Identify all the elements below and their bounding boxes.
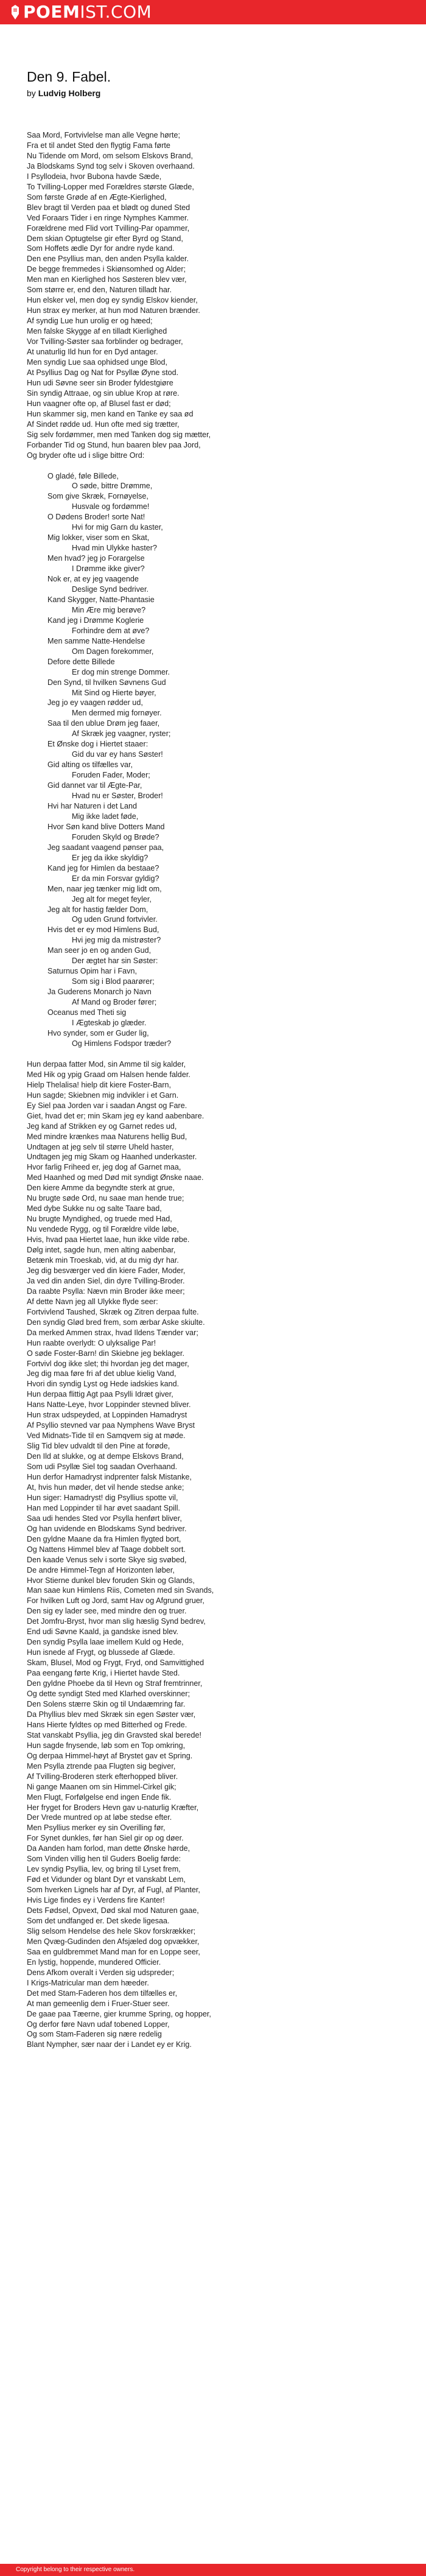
poem-line: Med mindre krænkes maa Naturens hellig Bud, xyxy=(27,1132,187,1141)
poem-line: Min Ære mig berøve? xyxy=(72,605,146,614)
byline xyxy=(27,88,404,99)
poem-line: Og derfor føre Navn udaf tobened Lopper, xyxy=(27,2020,170,2029)
poem-line: Nu brugte søde Ord, nu saae man hende true; xyxy=(27,1194,184,1203)
poem-line: Hun derpaa flittig Agt paa Psylli Idræt giver, xyxy=(27,1390,173,1399)
poem-line: Den Ild at slukke, og at dempe Elskovs Brand, xyxy=(27,1452,184,1461)
poem-line: Lev syndig Psyllia, lev, og bring til Lyset frem, xyxy=(27,1865,181,1874)
poem-line: Fortvivlend Taushed, Skræk og Zitren derpaa fulte. xyxy=(27,1307,199,1316)
poem-line: Med dybe Sukke nu og salte Taare bad, xyxy=(27,1204,162,1213)
poem-line: Da Phyllius blev med Skræk sin egen Søster vær, xyxy=(27,1710,196,1719)
poem-line: Som det undfanged er. Det skede ligesaa. xyxy=(27,1916,170,1925)
poem-line: Men man en Kierlighed hos Søsteren blev vær, xyxy=(27,275,187,284)
poem-stanza xyxy=(27,1059,404,2051)
poem-line: Hvor Stierne dunkel blev foruden Skin og Glands, xyxy=(27,1576,195,1585)
poem-line: Fød et Vidunder og blant Dyr et vanskabt Lem, xyxy=(27,1875,186,1884)
poem-line: Som give Skræk, Fornøyelse, xyxy=(47,492,148,501)
poem-line: Af Psyllio stevned var paa Nymphens Wave Bryst xyxy=(27,1421,195,1430)
poem-line: Hvis det er ey mod Himlens Bud, xyxy=(47,925,159,935)
poem-line: Oceanus med Theti sig xyxy=(47,1008,127,1017)
poem-line: Hvis, hvad paa Hiertet laae, hun ikke vilde røbe. xyxy=(27,1235,190,1244)
poem-line: Og uden Grund fortvivler. xyxy=(72,915,158,924)
poem-line: Kand jeg for Himlen da bestaae? xyxy=(47,863,159,872)
poem-line: Mig ikke ladet føde, xyxy=(72,812,139,821)
poem-line: Nu Tidende om Mord, om selsom Elskovs Brand, xyxy=(27,151,193,160)
site-footer xyxy=(0,2564,426,2576)
copyright-text: Copyright belong to their respective owners. xyxy=(16,2566,135,2573)
poem-line: Er dog min strenge Dommer. xyxy=(72,667,170,676)
poem-line: Men Qvæg-Gudinden den Afsjæled dog opvækker, xyxy=(27,1937,200,1946)
poem-line: Skam, Blusel, Mod og Frygt, Fryd, ond Samvittighed xyxy=(27,1658,204,1668)
logo-suffix: IST.COM xyxy=(80,2,152,22)
poem-line: Det med Stam-Faderen hos dem tilfælles er, xyxy=(27,1988,178,1998)
poem-line: Som første Grøde af en Ægte-Kierlighed, xyxy=(27,192,167,202)
poem-line: Hvis Lige findes ey i Verdens fire Kanter! xyxy=(27,1896,165,1905)
poem-line: Den Solens stærre Skin og til Undaæmring far. xyxy=(27,1699,186,1708)
poem-line: Slig selsom Hendelse des hele Skov forskrækker; xyxy=(27,1926,196,1936)
poem-line: Jeg kand af Strikken ey og Garnet redes ud, xyxy=(27,1121,177,1131)
logo-icon xyxy=(11,5,19,19)
poem-line: Men dermed mig fornøyer. xyxy=(72,709,162,718)
poem-line: Og dette syndigt Sted med Klarhed overskinner; xyxy=(27,1690,190,1699)
poem-line: Om Dagen forekommer, xyxy=(72,647,154,656)
poem-line: Det Jomfru-Bryst, hvor man slig hæslig Synd bedrev, xyxy=(27,1617,206,1626)
poem-line: Den kaade Venus selv i sorte Skye sig svøbed, xyxy=(27,1555,187,1564)
poem-line: Nok er, at ey jeg vaagende xyxy=(47,575,139,584)
poem-line: Som sig i Blod paarører; xyxy=(72,977,155,986)
poem-line: Som større er, end den, Naturen tilladt har. xyxy=(27,286,172,295)
poem-line: Hun isnede af Frygt, og blussede af Glæde. xyxy=(27,1648,175,1657)
poem-line: Nu vendede Rygg, og til Forældre vilde løbe, xyxy=(27,1225,179,1234)
poem-line: Som udi Psyllæ Siel tog saadan Overhaand. xyxy=(27,1462,178,1472)
poem-line: Hun strax ey merker, at hun mod Naturen brænder. xyxy=(27,306,200,315)
poem-line: At Psyllius Dag og Nat for Psyllæ Øyne stod. xyxy=(27,368,179,377)
poem-line: Ja ved din anden Siel, din dyre Tvilling-Broder. xyxy=(27,1276,185,1285)
poem-line: Gid alting os tilfælles var, xyxy=(47,760,133,770)
poem-line: Hun derfor Hamadryst indprenter falsk Mistanke, xyxy=(27,1473,192,1481)
poem-line: Giet, hvad det er; min Skam jeg ey kand aabenbare. xyxy=(27,1111,204,1120)
poem-line: Foruden Fader, Moder; xyxy=(72,771,150,780)
poem-line: De gaae paa Tæerne, gier krumme Spring, og hopper, xyxy=(27,2009,211,2018)
poem-line: End udi Søvne Kaald, ja gandske isned blev. xyxy=(27,1627,179,1637)
poem-line: Betænk min Troeskab, vid, at du mig dyr har. xyxy=(27,1255,179,1265)
poem-line: Man seer jo en og anden Gud, xyxy=(47,946,152,955)
poem-line: Hvi jeg mig da mistrøster? xyxy=(72,936,161,945)
poem-line: At man gemeenlig dem i Fruer-Stuer seer. xyxy=(27,1999,170,2008)
poem-line: Men Psylla ztrende paa Flugten sig begiver, xyxy=(27,1761,176,1771)
poem-line: Mit Sind og Hierte bøyer, xyxy=(72,688,156,697)
poem-line: Dem skian Optugtelse gir efter Byrd og Stand, xyxy=(27,234,183,243)
poem-line: Slig Tid blev udvaldt til den Pine at forøde, xyxy=(27,1442,170,1451)
poem-line: I Krigs-Matricular man dem hæeder. xyxy=(27,1978,149,1987)
poem-line: Den kiere Amme da begyndte sterk at grue, xyxy=(27,1184,175,1193)
poem-line: Blant Nympher, sær naar der i Landet ey er Krig. xyxy=(27,2040,192,2049)
poem-line: Ey Siel paa Jorden var i saadan Angst og Fare. xyxy=(27,1101,187,1110)
poem-line: Er da min Forsvar gyldig? xyxy=(72,874,159,883)
poem-line: Mig lokker, viser som en Skat, xyxy=(47,533,150,542)
poem-line: Hun siger: Hamadryst! dig Psyllius spotte vil, xyxy=(27,1493,178,1502)
poem-line: Og som Stam-Faderen sig nære redelig xyxy=(27,2030,162,2039)
poem-line: Saa til den ublue Drøm jeg faaer, xyxy=(47,719,160,728)
poem-line: Den ene Psyllius man, den anden Psylla kalder. xyxy=(27,254,189,264)
poem-line: Som Vinden villig hen til Guders Boelig førde: xyxy=(27,1855,181,1864)
poem-line: Hun elsker vel, men dog ey syndig Elskov kiender, xyxy=(27,296,198,305)
poem-line: Hvi har Naturen i det Land xyxy=(47,802,138,810)
poem-line: Hvo synder, som er Guder lig, xyxy=(47,1028,149,1037)
poem-line: Men Flugt, Forfølgelse end ingen Ende fik. xyxy=(27,1792,172,1802)
poem-line: For Synet dunkles, før han Siel gir op og døer. xyxy=(27,1834,184,1843)
poem-line: Dens Afkom overalt i Verden sig udspreder; xyxy=(27,1968,175,1977)
poem-line: En lystig, hoppende, mundered Officier. xyxy=(27,1957,161,1967)
poem-line: Undtagen jeg mig Skam og Haanhed underkaster. xyxy=(27,1153,197,1162)
poem-line: I Psyllodeia, hvor Bubona havde Sæde, xyxy=(27,172,162,181)
poem-line: Et Ønske dog i Hiertet staaer: xyxy=(47,740,148,749)
poem-line: Den gyldne Maane da fra Himlen flygted bort, xyxy=(27,1534,181,1543)
poem-line: At unaturlig Ild hun for en Dyd antager. xyxy=(27,348,158,357)
poem-line: Her fryget for Broders Hevn gav u-naturlig Kræfter, xyxy=(27,1803,199,1812)
poem-line: O gladé, føle Billede, xyxy=(47,471,119,480)
poem-stanza xyxy=(27,130,404,461)
poem-line: Hun sagde; Skiebnen mig indvikler i et Garn. xyxy=(27,1090,179,1100)
poem-line: Ni gange Maanen om sin Himmel-Cirkel gik; xyxy=(27,1782,176,1791)
poem-line: Men samme Natte-Hendelse xyxy=(47,636,145,645)
poem-line: Ja Guderens Monarch jo Navn xyxy=(47,988,152,997)
poem-line: Jeg dig besværger ved din kiere Fader, Moder, xyxy=(27,1266,186,1275)
by-label: by xyxy=(27,88,36,98)
poem-line: Hvor farlig Friheed er, jeg dog af Garnet maa, xyxy=(27,1163,181,1172)
poem-line: Sig selv fordømmer, men med Tanken dog sig mætter, xyxy=(27,430,211,439)
poem-line: Men Psyllius merker ey sin Overilling før, xyxy=(27,1823,166,1833)
poem-line: Da Aanden ham forlod, man dette Ønske hørde, xyxy=(27,1844,190,1853)
poem-line: Defore dette Billede xyxy=(47,657,115,666)
poem-line: Saa en guldbremmet Mand man for en Loppe seer, xyxy=(27,1947,200,1956)
poem-line: Deslige Synd bedriver. xyxy=(72,584,149,594)
poem-line: Der ægtet har sin Søster: xyxy=(72,956,158,966)
poem-line: Hvor Søn kand blive Dotters Mand xyxy=(47,822,165,831)
poem-line: Men falske Skygge af en tilladt Kierlighed xyxy=(27,327,167,336)
poem-body xyxy=(27,130,404,2050)
poem-line: At, hvis hun møder, det vil hende stedse anke; xyxy=(27,1483,184,1492)
poem-line: Hun sagde fnysende, løb som en Top omkring, xyxy=(27,1741,186,1750)
poem-line: For hvilken Luft og Jord, samt Hav og Afgrund gruer, xyxy=(27,1596,204,1606)
poem-line: De andre Himmel-Tegn af Horizonten løber, xyxy=(27,1565,175,1574)
poem-stanza xyxy=(27,471,404,1049)
poem-line: Hvad min Ulykke haster? xyxy=(72,544,157,553)
poem-line: Hun raabte overlydt: O ulyksalige Par! xyxy=(27,1338,156,1347)
poem-line: Man saae kun Himlens Riis, Cometen med sin Svands, xyxy=(27,1586,214,1595)
poem-line: Den gyldne Phoebe da til Hevn og Straf fremtrinner, xyxy=(27,1679,203,1688)
poem-line: I Drømme ikke giver? xyxy=(72,564,145,574)
poem-line: Kand Skygger, Natte-Phantasie xyxy=(47,595,155,604)
poem-line: Hans Hierte fyldtes op med Bitterhed og Frede. xyxy=(27,1720,187,1729)
poem-line: Blev bragt til Verden paa et blødt og duned Sted xyxy=(27,203,190,212)
poem-line: O Dødens Broder! sorte Nat! xyxy=(47,513,145,522)
poem-line: Forældrene med Flid vort Tvilling-Par opammer, xyxy=(27,223,190,233)
poem-line: Hvad nu er Søster, Broder! xyxy=(72,791,163,801)
poem-line: Men hvad? jeg jo Forargelse xyxy=(47,554,145,563)
poem-line: Og bryder ofte ud i slige bittre Ord: xyxy=(27,451,145,460)
poem-line: Er jeg da ikke skyldig? xyxy=(72,853,148,862)
poem-line: Saturnus Opim har i Favn, xyxy=(47,967,137,976)
poem-line: Af dette Navn jeg all Ulykke flyde seer: xyxy=(27,1297,158,1306)
site-header xyxy=(0,0,426,24)
poem-container xyxy=(0,24,404,2050)
poem-line: Hun derpaa fatter Mod, sin Amme til sig kalder, xyxy=(27,1059,186,1069)
poem-line: Forhindre dem at øve? xyxy=(72,626,150,635)
author-link[interactable]: Ludvig Holberg xyxy=(38,88,101,98)
poem-line: Den sig ey lader see, med mindre den og truer. xyxy=(27,1607,187,1616)
poem-line: Hun vaagner ofte op, af Blusel fast er død; xyxy=(27,399,171,408)
poem-line: Kand jeg i Drømme Koglerie xyxy=(47,616,144,625)
poem-line: Den syndig Glød bred frem, som ærbar Aske skiulte. xyxy=(27,1318,205,1327)
poem-line: O søde Foster-Barn! din Skiebne jeg beklager. xyxy=(27,1349,185,1358)
poem-line: Ja Blodskams Synd tog selv i Skoven overhaand. xyxy=(27,161,195,170)
poem-line: Forbander Tid og Stund, hun baaren blev paa Jord, xyxy=(27,440,201,449)
poem-line: Hielp Thelalisa! hielp dit kiere Foster-Barn, xyxy=(27,1080,172,1089)
poem-line: Hans Natte-Leye, hvor Loppinder stevned bliver. xyxy=(27,1400,191,1409)
poem-line: Dølg intet, sagde hun, men alting aabenbar, xyxy=(27,1246,176,1255)
poem-line: Men, naar jeg tænker mig lidt om, xyxy=(47,884,162,893)
poem-line: Den syndig Psylla laae imellem Kuld og Hede, xyxy=(27,1638,184,1647)
poem-line: Hvi for mig Garn du kaster, xyxy=(72,523,163,532)
poem-line: Ved Midnats-Tide til en Samqvem sig at møde. xyxy=(27,1431,186,1441)
poem-line: Med Hik og ypig Graad om Halsen hende falder. xyxy=(27,1070,190,1079)
poem-line: Fortvivl dog ikke slet; thi hvordan jeg det mager, xyxy=(27,1359,189,1368)
site-logo[interactable] xyxy=(23,0,152,24)
poem-line: Af Skræk jeg vaagner, ryster; xyxy=(72,729,171,739)
poem-line: Da merked Ammen strax, hvad Ildens Tænder var; xyxy=(27,1328,198,1337)
poem-line: Gid dannet var til Ægte-Par, xyxy=(47,781,142,790)
poem-line: Og Himlens Fodspor træder? xyxy=(72,1039,172,1048)
poem-line: Af Tvilling-Broderen sterk efterhopped bliver. xyxy=(27,1772,178,1781)
poem-line: Hvori din syndig Lyst og Hede iadskies kand. xyxy=(27,1380,180,1389)
poem-line: Paa eengang førte Krig, i Hiertet havde Sted. xyxy=(27,1669,180,1678)
poem-line: Hun skammer sig, men kand en Tanke ey saa ød xyxy=(27,409,194,418)
poem-line: Hun udi Søvne seer sin Broder fyldestgiøre xyxy=(27,378,173,387)
poem-line: Og han uvidende en Blodskams Synd bedriver. xyxy=(27,1524,187,1533)
poem-line: Husvale og fordømme! xyxy=(72,502,150,511)
poem-line: Da raabte Psylla: Nævn min Broder ikke meer; xyxy=(27,1286,185,1296)
poem-line: Stat vanskabt Psyllia, jeg din Gravsted skal berede! xyxy=(27,1730,202,1739)
poem-line: Som Hoffets ædle Dyr for andre nyde kand. xyxy=(27,244,175,253)
poem-line: Jeg dig maa føre fri af det ublue kielig Vand, xyxy=(27,1369,176,1378)
poem-line: Saa Mord, Fortvivlelse man alle Vegne hørte; xyxy=(27,131,180,139)
poem-line: Men syndig Lue saa ophidsed unge Blod, xyxy=(27,357,168,367)
poem-line: Vor Tvilling-Søster saa forblinder og bedrager, xyxy=(27,337,183,346)
poem-line: Foruden Skyld og Brøde? xyxy=(72,832,159,841)
poem-line: Dets Fødsel, Opvext, Død skal mod Naturen gaae, xyxy=(27,1906,199,1915)
poem-line: Ved Foraars Tider i en ringe Nymphes Kammer. xyxy=(27,213,189,222)
poem-line: O søde, bittre Drømme, xyxy=(72,482,153,491)
poem-line: De begge fremmedes i Skiønsomhed og Alder; xyxy=(27,265,186,274)
poem-line: Af Mand og Broder fører; xyxy=(72,998,157,1007)
poem-line: Som hverken Lignels har af Dyr, af Fugl, af Planter, xyxy=(27,1886,200,1895)
poem-line: Der Vrede muntred op at løbe stedse efter. xyxy=(27,1813,172,1822)
poem-line: Nu brugte Myndighed, og truede med Had, xyxy=(27,1215,172,1224)
poem-line: Og derpaa Himmel-høyt af Brystet gav et Spring. xyxy=(27,1751,193,1760)
poem-line: Af Sindet rødde ud. Hun ofte med sig trætter, xyxy=(27,419,180,429)
poem-line: Den Synd, til hvilken Søvnens Gud xyxy=(47,678,166,687)
poem-line: Saa udi hendes Sted vor Psylla henført bliver, xyxy=(27,1514,182,1523)
poem-title: Den 9. Fabel. xyxy=(27,69,111,85)
poem-line: I Ægteskab jo glæder. xyxy=(72,1019,147,1028)
poem-line: Jeg alt for meget feyler, xyxy=(72,894,152,904)
poem-line: Fra et til andet Sted den flygtig Fama førte xyxy=(27,141,170,150)
poem-line: Undtagen at jeg selv til større Uheld haster, xyxy=(27,1142,174,1151)
poem-line: Med Haanhed og med Død mit syndigt Ønske naae. xyxy=(27,1173,204,1182)
poem-line: Jeg saadant vaagend pønser paa, xyxy=(47,843,164,852)
logo-main: POEM xyxy=(23,2,80,22)
poem-line: Af syndig Lue hun urolig er og hæed; xyxy=(27,317,153,326)
poem-line: Jeg jo ey vaagen rødder ud, xyxy=(47,698,143,707)
poem-line: Sin syndig Attraae, og sin ublue Krop at røre. xyxy=(27,388,180,398)
poem-line: To Tvilling-Lopper med Forældres største Glæde, xyxy=(27,182,194,191)
poem-line: Gid du var ey hans Søster! xyxy=(72,750,163,759)
poem-line: Jeg alt for hastig fælder Dom, xyxy=(47,905,148,914)
poem-line: Hun strax udspeyded, at Loppinden Hamadryst xyxy=(27,1411,187,1420)
poem-line: Og Nattens Himmel blev af Taage dobbelt sort. xyxy=(27,1545,186,1554)
poem-line: Han med Loppinder til har øvet saadant Spill. xyxy=(27,1503,181,1512)
